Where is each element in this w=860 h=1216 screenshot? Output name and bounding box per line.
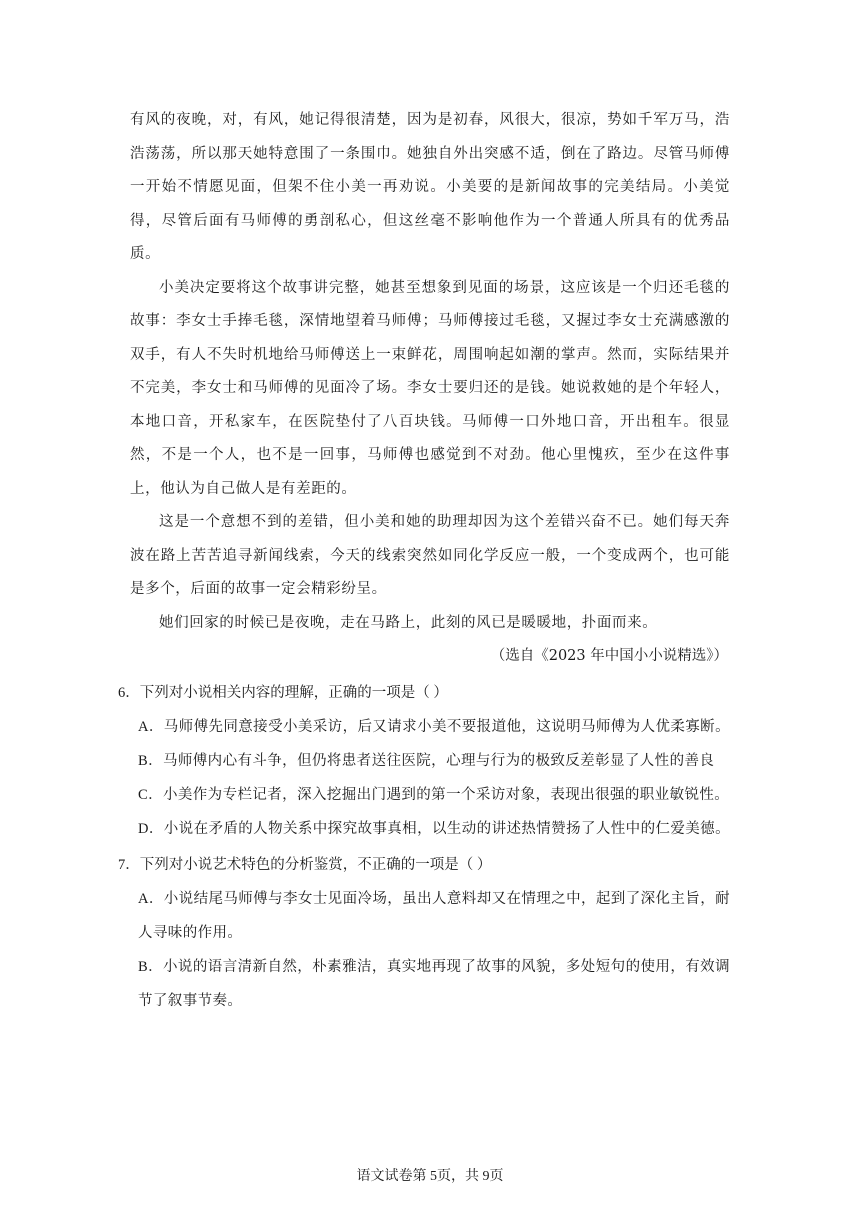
option-b: B．马师傅内心有斗争，但仍将患者送往医院，心理与行为的极致反差彰显了人性的善良 [138, 752, 715, 769]
passage-paragraph-1: 有风的夜晚，对，有风，她记得很清楚，因为是初春，风很大，很凉，势如千军万马，浩浩荡荡，所以那天她特意围了一条围巾。她独自外出突感不适，倒在了路边。尽管马师傅一开始不情愿见面，但架不住小美一再劝说。小美要的是新闻故事的完美结局。小美觉得，尽管后面有马师傅的勇剖私心，但这丝毫不影响他作为一个普通人所具有的优秀品质。 [130, 112, 730, 262]
passage-paragraph-3: 这是一个意想不到的差错，但小美和她的助理却因为这个差错兴奋不已。她们每天奔波在路上苦苦追寻新闻线索，今天的线索突然如同化学反应一般，一个变成两个，也可能是多个，后面的故事一定会精彩纷呈。 [130, 514, 730, 597]
option-c: C．小美作为专栏记者，深入挖掘出门遇到的第一个采访对象，表现出很强的职业敏锐性。 [138, 786, 730, 803]
question-6 [118, 676, 730, 846]
question-7 [118, 848, 730, 1018]
option-b: B．小说的语言清新自然，朴素雅洁，真实地再现了故事的风貌，多处短句的使用，有效调节了叙事节奏。 [138, 958, 730, 1009]
page-content [118, 104, 730, 1018]
question-stem: 6．下列对小说相关内容的理解，正确的一项是（ ） [118, 684, 448, 701]
option-d: D．小说在矛盾的人物关系中探究故事真相，以生动的讲述热情赞扬了人性中的仁爱美德。 [138, 820, 730, 837]
passage-paragraph-2: 小美决定要将这个故事讲完整，她甚至想象到见面的场景，这应该是一个归还毛毯的故事：李女士手捧毛毯，深情地望着马师傅；马师傅接过毛毯，又握过李女士充满感激的双手，有人不失时机地给马师傅送上一束鲜花，周围响起如潮的掌声。然而，实际结果并不完美，李女士和马师傅的见面冷了场。李女士要归还的是钱。她说救她的是个年轻人，本地口音，开私家车，在医院垫付了八百块钱。马师傅一口外地口音，开出租车。很显然，不是一个人，也不是一回事，马师傅也感觉到不对劲。他心里愧疚，至少在这件事上，他认为自己做人是有差距的。 [130, 279, 730, 497]
option-a: A．马师傅先同意接受小美采访，后又请求小美不要报道他，这说明马师傅为人优柔寡断。 [138, 718, 730, 735]
option-a: A．小说结尾马师傅与李女士见面冷场，虽出人意料却又在情理之中，起到了深化主旨，耐人寻味的作用。 [138, 890, 730, 941]
passage-paragraph-4: 她们回家的时候已是夜晚，走在马路上，此刻的风已是暖暖地，扑面而来。 [159, 614, 658, 631]
passage-source: （选自《2023 年中国小小说精选》） [490, 648, 728, 664]
question-stem: 7．下列对小说艺术特色的分析鉴赏，不正确的一项是（ ） [118, 856, 492, 873]
page-footer: 语文试卷第 5页，共 9页 [356, 1169, 504, 1184]
